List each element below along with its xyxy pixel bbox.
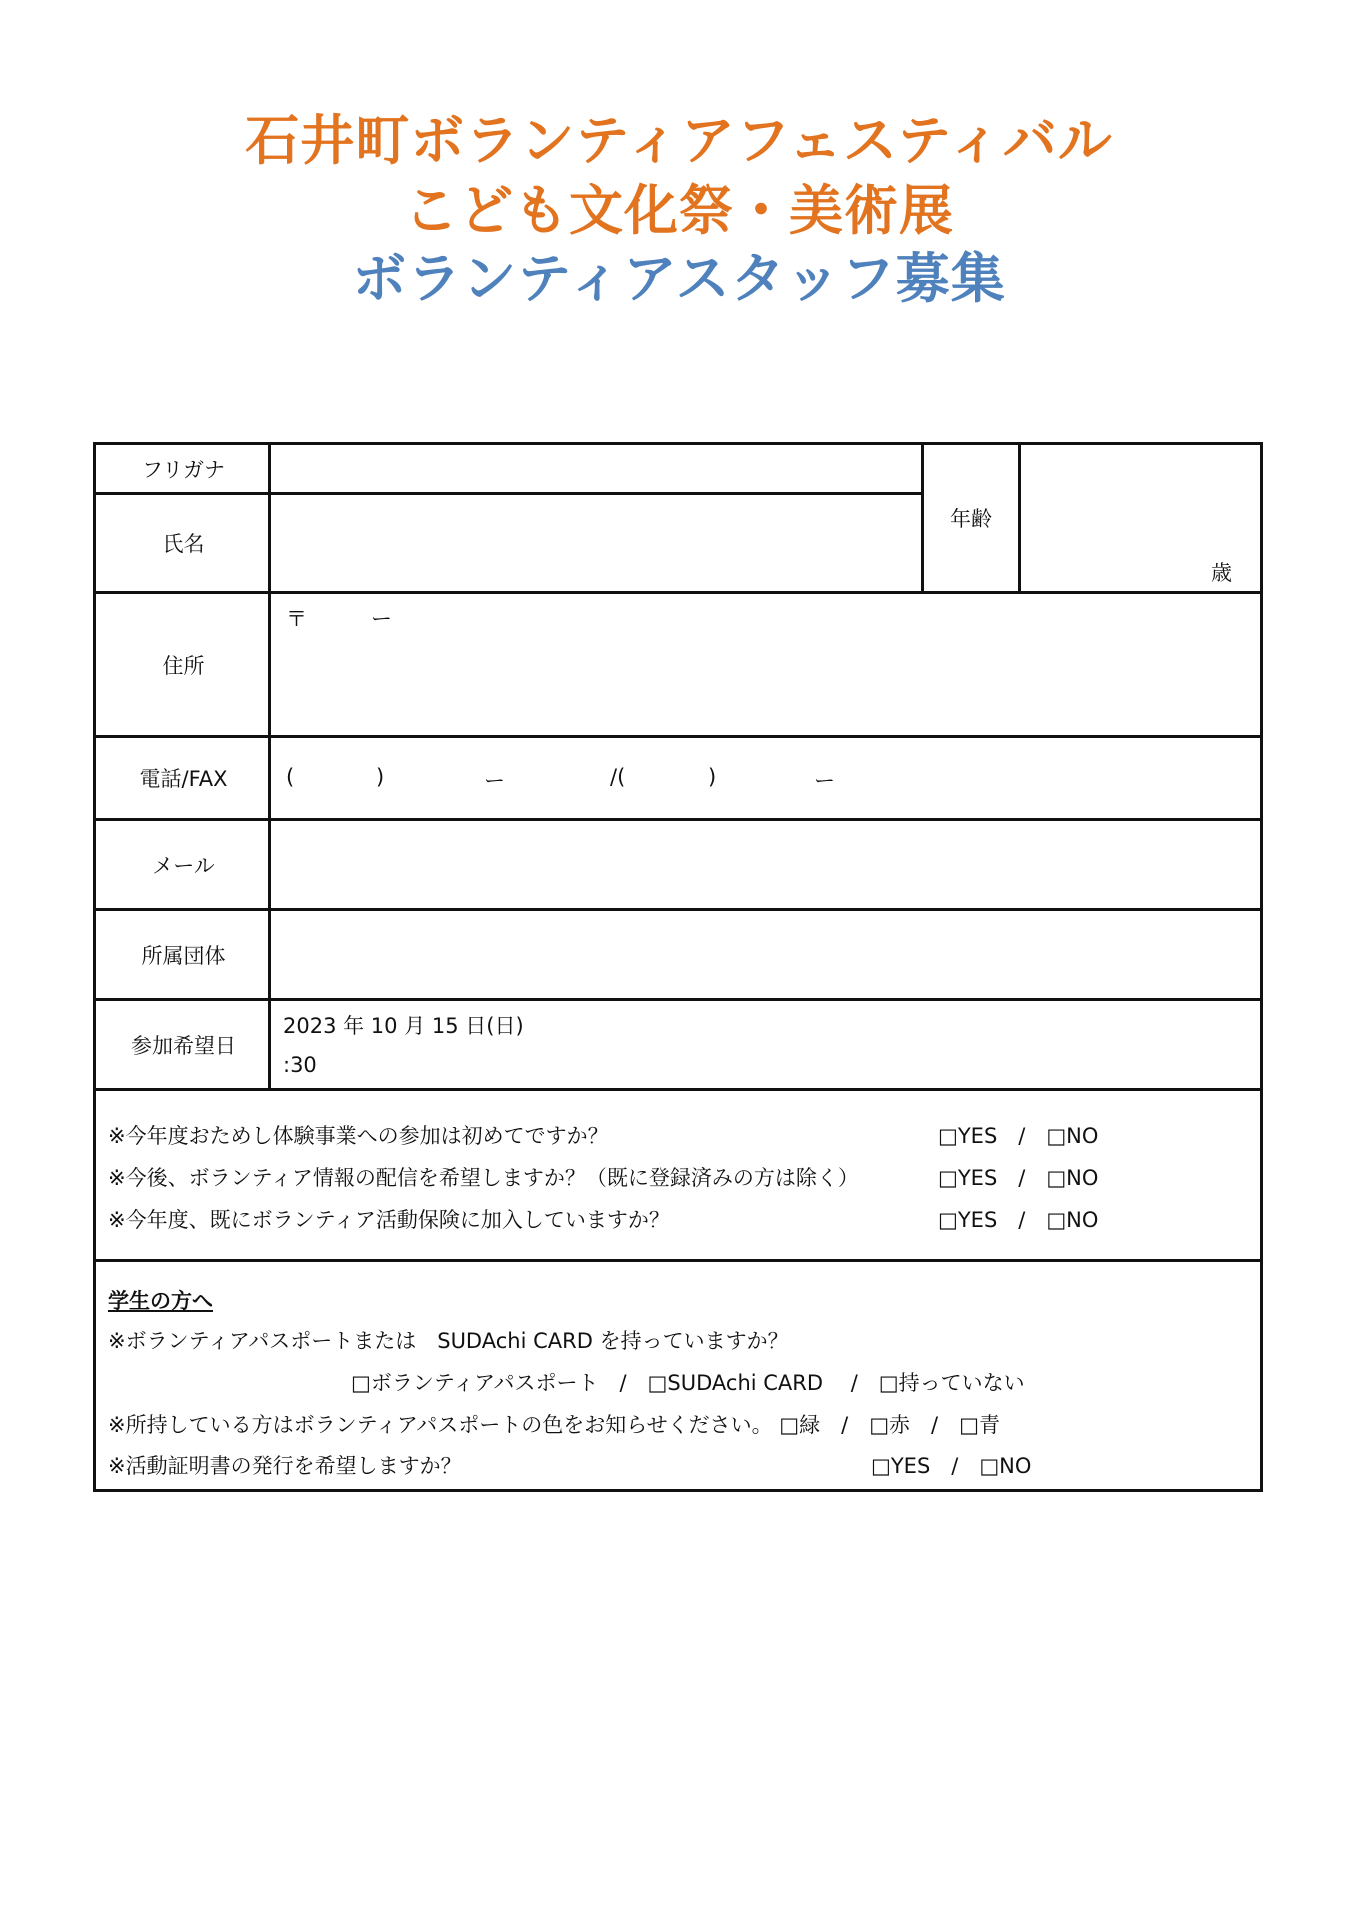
address-label: 住所 [162, 653, 205, 678]
question-first-time: ※今年度おためし体験事業への参加は初めてですか？ [108, 1124, 609, 1148]
question-newsletter: ※今後、ボランティア情報の配信を希望しますか？（既に登録済みの方は除く） [108, 1166, 859, 1190]
mail-label: メール [152, 853, 215, 878]
phone-fax-field[interactable] [271, 738, 1260, 818]
application-form [93, 442, 1263, 1492]
group-field[interactable] [271, 911, 1260, 998]
question-insurance-options[interactable]: □YES / □NO [938, 1208, 1099, 1232]
fax-close-paren: ) [708, 765, 717, 789]
name-field[interactable] [271, 495, 921, 591]
postal-dash: ー [371, 607, 392, 631]
age-label: 年齢 [950, 507, 992, 531]
time-value: :30 [283, 1053, 317, 1077]
students-heading: 学生の方へ [108, 1289, 213, 1313]
postal-mark: 〒 [286, 607, 307, 631]
students-certificate-options[interactable]: □YES / □NO [871, 1454, 1032, 1478]
fax-dash: ー [814, 769, 835, 793]
name-label: 氏名 [162, 532, 205, 556]
phone-open-paren: ( [286, 765, 295, 789]
title-line-2: こども文化祭・美術展 [404, 179, 954, 242]
phone-fax-label: 電話/FAX [139, 767, 228, 791]
address-field[interactable] [271, 594, 1260, 735]
group-label: 所属団体 [141, 943, 226, 968]
students-question-color: ※所持している方はボランティアパスポートの色をお知らせください。 □緑 / □赤 / □青 [108, 1413, 1000, 1437]
phone-close-paren: ) [376, 765, 385, 789]
title-line-1: 石井町ボランティアフェスティバル [245, 109, 1113, 172]
date-value: 2023 年 10 月 15 日(日) [283, 1014, 524, 1038]
question-newsletter-options[interactable]: □YES / □NO [938, 1166, 1099, 1190]
phone-dash: ー [484, 769, 505, 793]
furigana-label: フリガナ [142, 457, 225, 482]
age-unit: 歳 [1211, 561, 1232, 585]
date-label: 参加希望日 [131, 1033, 236, 1058]
mail-field[interactable] [271, 821, 1260, 908]
students-passport-options[interactable]: □ボランティアパスポート / □SUDAchi CARD / □持っていない [351, 1371, 1025, 1395]
divider [96, 1259, 1260, 1262]
furigana-field[interactable] [271, 445, 921, 492]
students-question-passport: ※ボランティアパスポートまたは SUDAchi CARD を持っていますか？ [108, 1329, 789, 1353]
students-question-certificate: ※活動証明書の発行を希望しますか？ [108, 1454, 462, 1478]
title-line-3: ボランティアスタッフ募集 [352, 247, 1006, 310]
phone-fax-separator: /( [610, 765, 626, 789]
question-first-time-options[interactable]: □YES / □NO [938, 1124, 1099, 1148]
question-insurance: ※今年度、既にボランティア活動保険に加入していますか？ [108, 1208, 670, 1232]
